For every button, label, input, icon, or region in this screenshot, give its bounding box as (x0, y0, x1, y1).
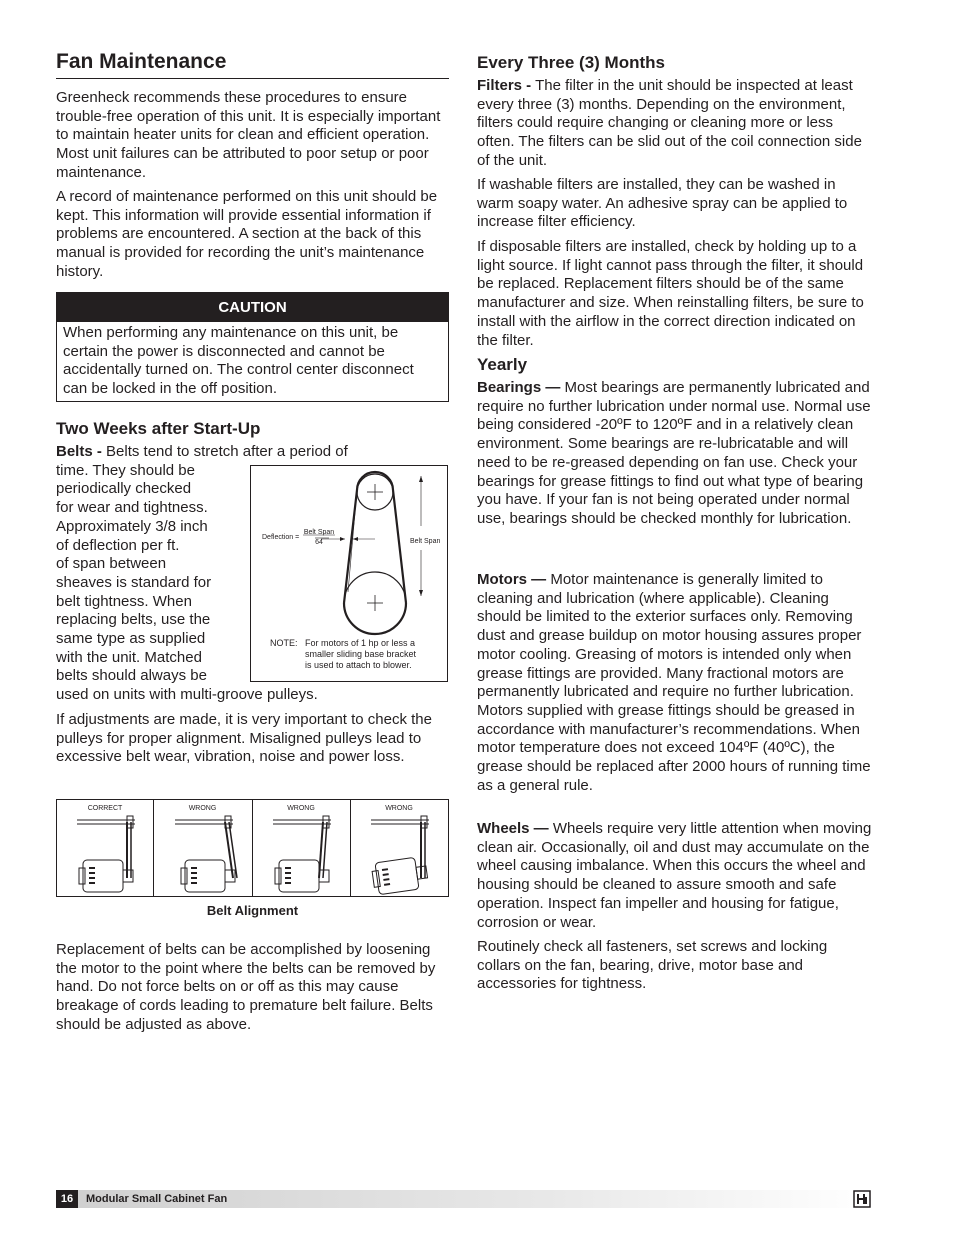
note-text (305, 638, 416, 671)
alignment-caption: Belt Alignment (206, 903, 299, 918)
page-number: 16 (56, 1190, 78, 1208)
alignment-diagrams (57, 800, 450, 898)
belts-line: Belts tend to stretch after a period of (106, 443, 348, 460)
belts-line: Approximately 3/8 inch (56, 517, 208, 535)
routine-paragraph: Routinely check all fasteners, set screws and locking collars on the fan, bearing, drive, motor base and accessories for tightness. (477, 938, 828, 993)
caution-text: When performing any maintenance on this unit, be certain the power is disconnected and cannot be accidentally turned on. The control center disconnect can be locked in the off position. (63, 324, 414, 398)
panel-wrong-3 (371, 816, 429, 895)
alignment-panel-label: WRONG (287, 805, 315, 812)
belts-line: periodically checked (56, 480, 192, 498)
greenheck-logo-icon (853, 1190, 871, 1208)
bearings-paragraph (477, 379, 872, 529)
belts-line: with the unit. Matched (56, 648, 202, 666)
belt-span-denominator: 64 (315, 539, 323, 546)
belts-line: replacing belts, use the (56, 611, 211, 629)
panel-wrong-1 (175, 816, 237, 892)
caution-box (56, 292, 449, 402)
disposable-paragraph: If disposable filters are installed, check by holding up to a light source. If light cannot pass through the filter, it should be replaced. Replacement filters should be of the same manufacturer and size. When reinstalling filters, be sure to install with the airflow in the correct direction indicated on the filter. (477, 238, 864, 349)
note-label: NOTE: (270, 638, 298, 648)
alignment-panel-label: WRONG (188, 805, 217, 812)
bearings-label: Bearings — (477, 379, 561, 396)
motors-text: Motor maintenance is generally limited to cleaning and lubrication (where applicable). Cleaning should be limited to the exterior surfaces only. Removing dust and grease buildup on motor housing assures proper motor cooling. Greasing of motors is intended only when grease fittings are provided. Many fractional motors are permanently lubricated and require no further lubrication. Motors supplied with grease fittings should be greased in accordance with manufacturer’s recommendations. When motor temperature does not exceed 104ºF (40ºC), the grease should be replaced after 2000 hours of running time as a general rule. (477, 571, 871, 794)
belt-span-label: Belt Span (410, 538, 441, 545)
wheels-paragraph (477, 820, 872, 932)
washable-paragraph: If washable filters are installed, they can be washed in warm soapy water. An adhesive spray can be applied to increase filter efficiency. (477, 176, 848, 231)
belts-line: belt tightness. When (56, 592, 192, 610)
alignment-panel-label: CORRECT (87, 805, 123, 812)
filters-label: Filters - (477, 77, 532, 94)
belts-line: sheaves is standard for (56, 573, 212, 591)
belts-label: Belts - (56, 443, 102, 460)
three-months-heading: Every Three (3) Months (477, 53, 665, 72)
intro-paragraph-2: A record of maintenance performed on this unit should be kept. This information will provide essential information if problems are encountered. A section at the back of this manual is provided for recording the unit’s maintenance history. (56, 188, 438, 280)
note-line: smaller sliding base bracket (305, 649, 417, 659)
belts-line: used on units with multi-groove pulleys. (56, 686, 318, 704)
wheels-text: Wheels require very little attention when moving clean air. Occasionally, oil and dust may accumulate on the wheel causing imbalance. When this occurs the wheel and housing should be cleaned to assure smooth and safe operation. Inspect fan impeller and housing for fatigue, corrosion or wear. (477, 820, 872, 931)
belts-line: for wear and tightness. (56, 499, 208, 517)
intro-paragraph-1: Greenheck recommends these procedures to ensure trouble-free operation of this unit. It is especially important to maintain heater units for clean and efficient operation. Most unit failures can be attributed to poor setup or poor maintenance. (56, 89, 441, 181)
adjust-paragraph: If adjustments are made, it is very important to check the pulleys for proper alignment. Misaligned pulleys lead to excessive belt wear, vibration, noise and power loss. (56, 711, 432, 766)
title-rule (56, 78, 449, 79)
page-title: Fan Maintenance (56, 50, 227, 73)
belt-alignment-figure (56, 799, 449, 897)
footer-title: Modular Small Cabinet Fan (86, 1193, 228, 1205)
alignment-panel-label: WRONG (385, 805, 413, 812)
two-weeks-heading: Two Weeks after Start-Up (56, 419, 261, 438)
belt-deflection-figure (250, 465, 448, 682)
belt-span-numerator: Belt Span (303, 529, 335, 536)
yearly-heading: Yearly (477, 355, 528, 374)
panel-correct (77, 816, 135, 892)
belts-line: belts should always be (56, 667, 207, 685)
belts-line: time. They should be (56, 461, 195, 479)
bearings-text: Most bearings are permanently lubricated and require no further lubrication under normal use. Normal use being considered -20ºF to 120ºF and in a relatively clean environment. Some bearings are re-lubricatable and will need to be re-greased depending on fan use. Check your bearings for grease fittings to find out what type of bearing you have. If your fan is not being operated under normal use, bearings should be checked monthly for lubrication. (477, 379, 871, 527)
caution-title: CAUTION (57, 293, 448, 322)
replace-paragraph: Replacement of belts can be accomplished by loosening the motor to the point where the belts can be removed by hand. Do not force belts on or off as this may cause breakage of cords leading to premature belt failure. Belts should be adjusted as above. (56, 941, 436, 1033)
note-line: is used to attach to blower. (305, 660, 412, 670)
note-line: For motors of 1 hp or less a (305, 638, 416, 648)
belts-line: of span between (56, 555, 167, 573)
filters-paragraph (477, 77, 872, 171)
deflection-label: Deflection = (262, 534, 300, 541)
belts-line: of deflection per ft. (56, 536, 180, 554)
motors-paragraph (477, 571, 872, 795)
belt (344, 490, 406, 603)
panel-wrong-2 (273, 816, 331, 892)
motors-label: Motors — (477, 571, 547, 588)
filters-text: The filter in the unit should be inspected at least every three (3) months. Depending on the environment, filters could require changing or cleaning more or less often. The filters can be slid out of the coil connection side of the unit. (477, 77, 862, 169)
wheels-label: Wheels — (477, 820, 549, 837)
belts-line: same type as supplied (56, 630, 206, 648)
